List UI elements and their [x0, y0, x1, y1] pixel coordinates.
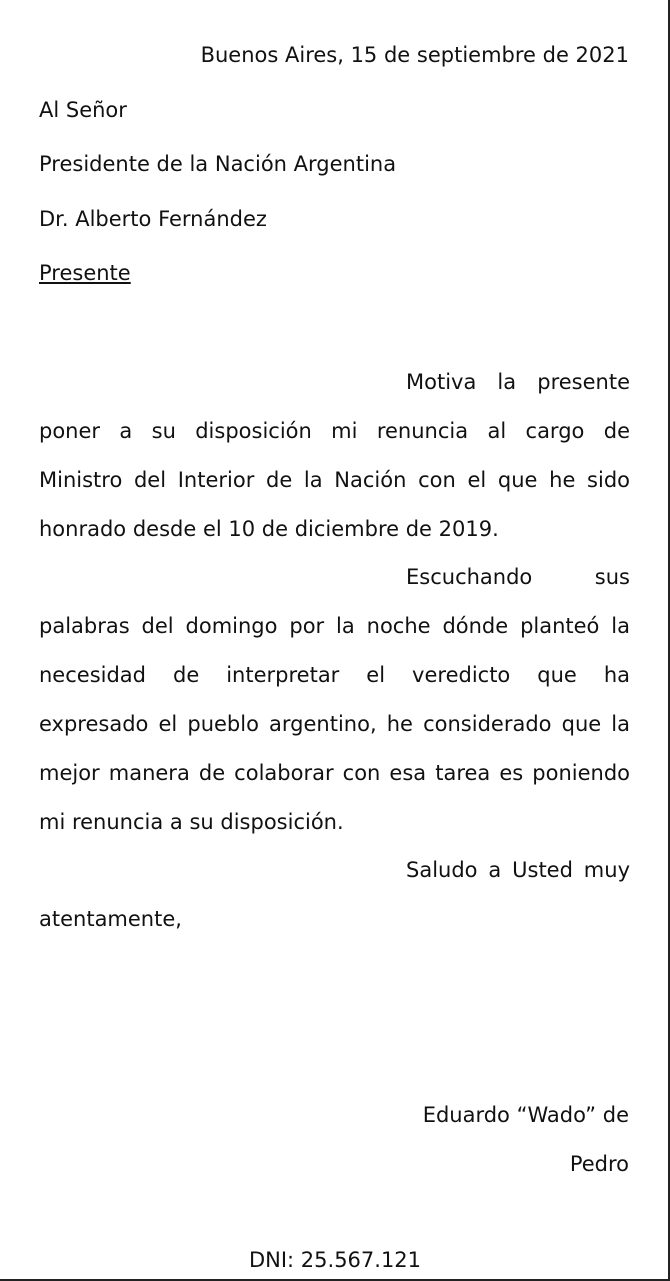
paragraph2-lead: Escuchando sus	[406, 565, 630, 589]
signature-name-line1: Eduardo “Wado” de	[422, 1103, 629, 1127]
addressee-name: Dr. Alberto Fernández	[39, 207, 267, 231]
paragraph2-line-last: mi renuncia a su disposición.	[39, 810, 344, 834]
paragraph2-line: necesidad de interpretar el veredicto que ha	[39, 663, 630, 687]
paragraph2-line: mejor manera de colaborar con esa tarea es poniendo	[39, 761, 630, 785]
place-date: Buenos Aires, 15 de septiembre de 2021	[200, 43, 629, 67]
signature-name-line2: Pedro	[569, 1152, 629, 1176]
closing-line: atentamente,	[39, 907, 182, 931]
presente-label: Presente	[39, 261, 131, 285]
paragraph1-lead: Motiva la presente	[406, 370, 630, 394]
signature-dni: DNI: 25.567.121	[248, 1248, 422, 1272]
paragraph2-line: expresado el pueblo argentino, he considerado que la	[39, 712, 630, 736]
addressee-salutation: Al Señor	[39, 98, 127, 122]
paragraph1-line-last: honrado desde el 10 de diciembre de 2019.	[39, 517, 499, 541]
paragraph2-line: palabras del domingo por la noche dónde planteó la	[39, 614, 630, 638]
paragraph1-line: poner a su disposición mi renuncia al cargo de	[39, 419, 630, 443]
addressee-title: Presidente de la Nación Argentina	[39, 152, 397, 176]
paragraph1-line: Ministro del Interior de la Nación con el que he sido	[39, 468, 630, 492]
closing-lead: Saludo a Usted muy	[406, 858, 630, 882]
